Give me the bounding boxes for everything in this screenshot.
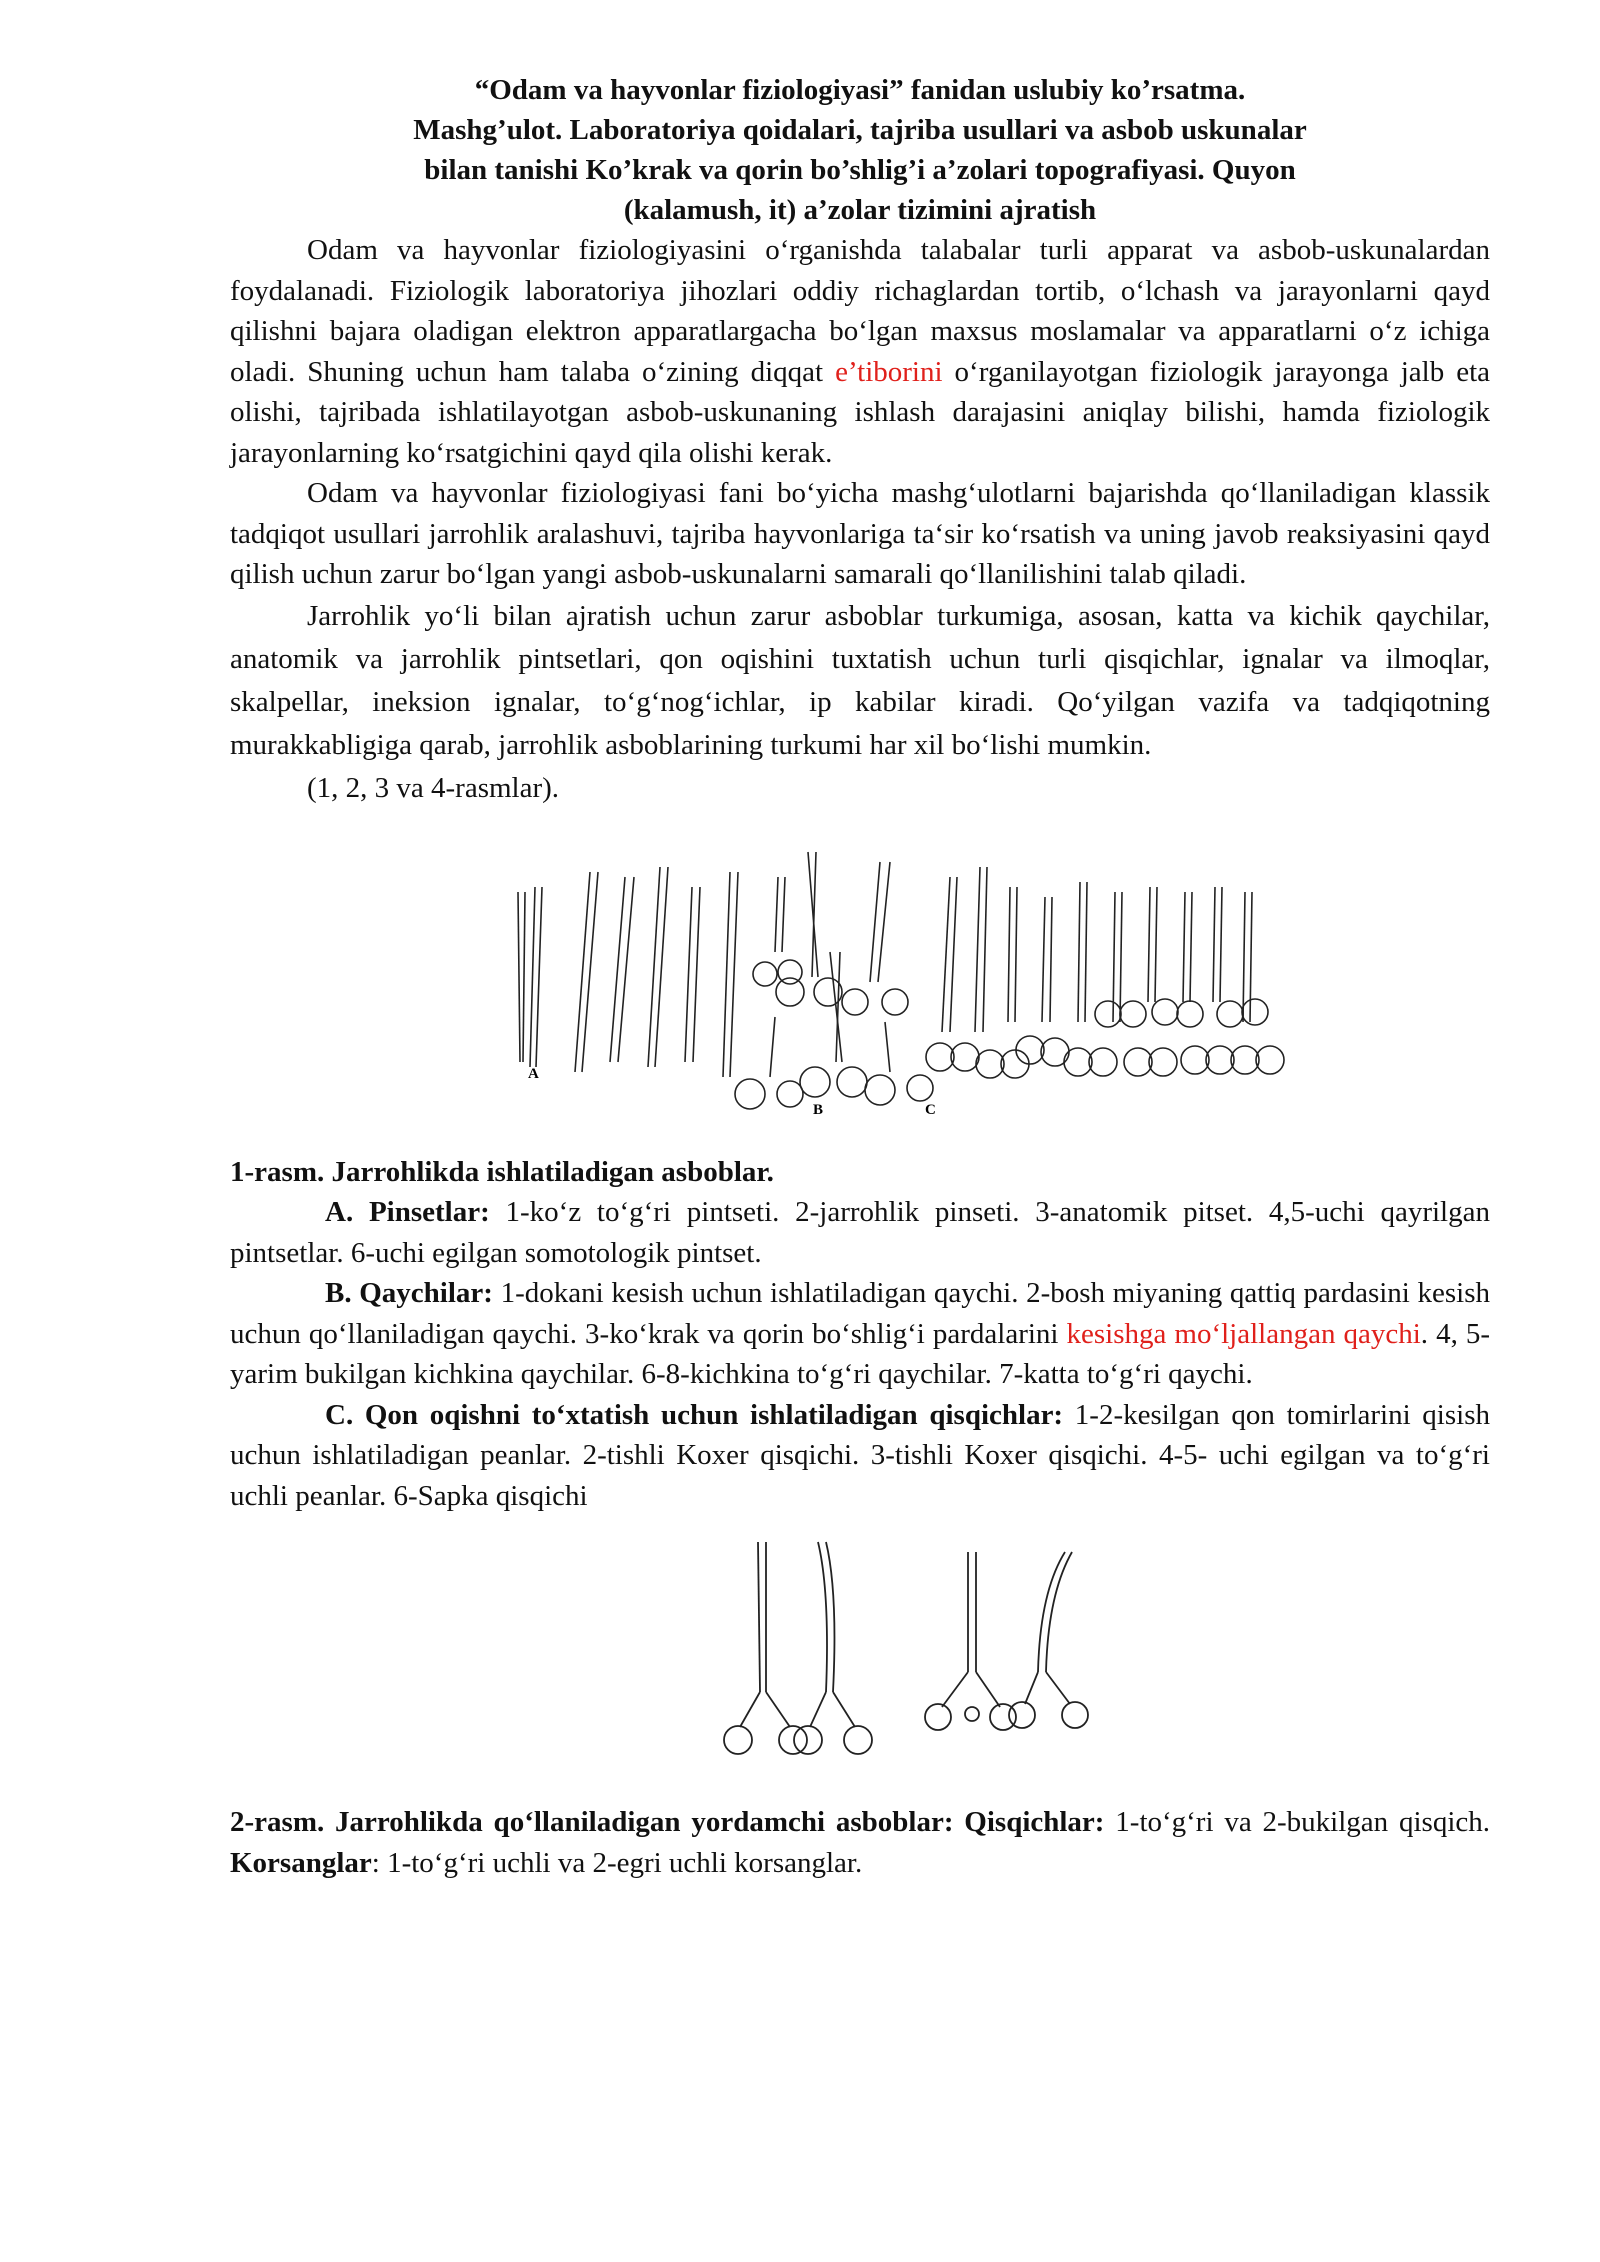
title-line-2: Mashg’ulot. Laboratoriya qoidalari, tajriba usullari va asbob uskunalar	[413, 114, 1307, 146]
paragraph-1-highlight: e’tiborini	[835, 355, 943, 388]
paragraph-1-text-b: o‘rganilayotgan fiziologik jarayonga jalb eta olishi, tajribada ishlatilayotgan asbob-uskunaning ishlash darajasini aniqlay bilishi, hamda fiziologik jarayonlarning ko‘rsatgichini qayd qila olishi kerak.	[230, 355, 1491, 469]
caption-1-part-c	[230, 1395, 1490, 1517]
caption-1-part-b-highlight: kesishga mo‘ljallangan qaychi	[1066, 1317, 1421, 1350]
caption-2-label-2: Korsanglar	[230, 1846, 372, 1879]
figure-1-surgical-instruments	[230, 832, 1490, 1132]
paragraph-3: Jarrohlik yo‘li bilan ajratish uchun zarur asboblar turkumiga, asosan, katta va kichik qaychilar, anatomik va jarrohlik pintsetlari, qon oqishini tuxtatish uchun turli qisqichlar, ignalar va ilmoqlar, skalpellar, ineksion ignalar, to‘g‘nog‘ichlar, ip kabilar kiradi. Qo‘yilgan vazifa va tadqiqotning murakkabligiga qarab, jarrohlik asboblarining turkumi har xil bo‘lishi mumkin.	[230, 599, 1490, 761]
figure-1-label-a: A	[528, 1065, 539, 1082]
caption-1-part-c-label: C. Qon oqishni to‘xtatish uchun ishlatiladigan qisqichlar:	[325, 1398, 1064, 1431]
figure-1-caption	[230, 1152, 1490, 1517]
caption-1-part-b-text-b: . 4, 5-yarim bukilgan kichkina qaychilar. 6-8-kichkina to‘g‘ri qaychilar. 7-katta to‘g‘ri qaychi.	[230, 1317, 1491, 1390]
caption-2-label-1: 2-rasm. Jarrohlikda qo‘llaniladigan yordamchi asboblar: Qisqichlar:	[230, 1806, 1105, 1838]
clamps-icon	[926, 867, 1284, 1078]
caption-2-text-2: : 1-to‘g‘ri uchli va 2-egri uchli korsanglar.	[371, 1846, 863, 1879]
paragraph-2: Odam va hayvonlar fiziologiyasi fani bo‘yicha mashg‘ulotlarni bajarishda qo‘llaniladigan klassik tadqiqot usullari jarrohlik aralashuvi, tajriba hayvonlariga ta‘sir ko‘rsatish va uning javob reaksiyasini qayd qilish uchun zarur bo‘lgan yangi asbob-uskunalarni samarali qo‘llanilishini talab qiladi.	[230, 477, 1490, 590]
figure-2-auxiliary-instruments	[230, 1532, 1490, 1762]
caption-1-part-b-label: B. Qaychilar:	[325, 1277, 493, 1309]
caption-1-part-a-text: 1-ko‘z to‘g‘ri pintseti. 2-jarrohlik pinseti. 3-anatomik pitset. 4,5-uchi qayrilgan pintsetlar. 6-uchi egilgan somotologik pintset.	[230, 1196, 1490, 1269]
title-line-4: (kalamush, it) a’zolar tizimini ajratish	[623, 194, 1097, 226]
document-page	[230, 70, 1490, 1883]
caption-1-part-b	[230, 1273, 1490, 1395]
figure-2-caption	[230, 1802, 1490, 1883]
figure-1-label-b: B	[813, 1101, 824, 1118]
scissors-icon	[735, 852, 933, 1109]
straight-forceps-icon	[925, 1552, 1016, 1730]
paragraph-1	[230, 230, 1490, 473]
caption-1-part-a-label: A. Pinsetlar:	[325, 1196, 490, 1228]
figure-2-caption-text	[230, 1802, 1490, 1883]
figure-2-drawing	[230, 1532, 1490, 1762]
curved-clamp-icon	[794, 1542, 872, 1754]
document-title	[230, 70, 1490, 230]
paragraph-4: (1, 2, 3 va 4-rasmlar).	[307, 771, 560, 804]
curved-forceps-icon	[1009, 1552, 1088, 1728]
clamp-icon	[724, 1542, 807, 1754]
caption-1-part-b-text-a: 1-dokani kesish uchun ishlatiladigan qaychi. 2-bosh miyaning qattiq pardasini kesish uchun qo‘llaniladigan qaychi. 3-ko‘krak va qorin bo‘shlig‘i pardalarini	[230, 1277, 1491, 1350]
figure-1-caption-title: 1-rasm. Jarrohlikda ishlatiladigan asboblar.	[230, 1155, 774, 1188]
paragraph-1-text-a: Odam va hayvonlar fiziologiyasini o‘rganishda talabalar turli apparat va asbob-uskunalardan foydalanadi. Fiziologik laboratoriya jihozlari oddiy richaglardan tortib, o‘lchash va jarayonlarni qayd qilishni bajara oladigan elektron apparatlargacha bo‘lgan maxsus moslamalar va apparatlarni o‘z ichiga oladi. Shuning uchun ham talaba o‘zining diqqat	[230, 234, 1490, 388]
title-line-3: bilan tanishi Ko’krak va qorin bo’shlig’i a’zolari topografiyasi. Quyon	[424, 154, 1296, 186]
caption-2-text-1: 1-to‘g‘ri va 2-bukilgan qisqich.	[1115, 1806, 1490, 1838]
tweezers-icon	[518, 867, 738, 1077]
title-line-1: “Odam va hayvonlar fiziologiyasi” fanidan uslubiy ko’rsatma.	[474, 74, 1246, 106]
caption-1-part-c-text: 1-2-kesilgan qon tomirlarini qisish uchun ishlatiladigan peanlar. 2-tishli Koxer qisqichi. 3-tishli Koxer qisqichi. 4-5- uchi egilgan va to‘g‘ri uchli peanlar. 6-Sapka qisqichi	[230, 1398, 1490, 1512]
figure-1-drawing	[230, 832, 1490, 1132]
caption-1-part-a	[230, 1192, 1490, 1273]
figure-1-label-c: C	[925, 1101, 936, 1118]
